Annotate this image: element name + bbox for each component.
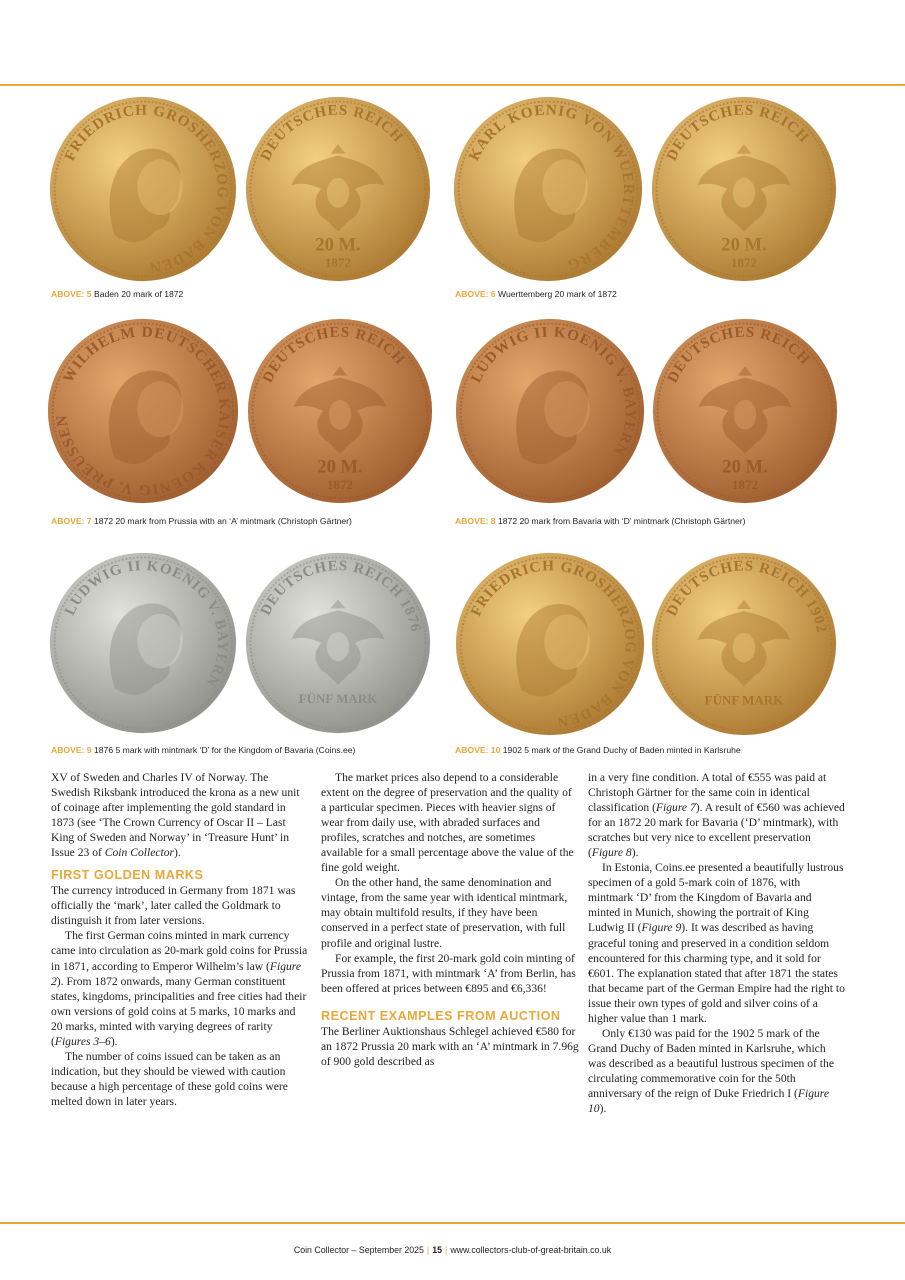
svg-text:DEUTSCHES REICH: DEUTSCHES REICH	[259, 324, 409, 386]
coin-reverse-fig5	[245, 96, 431, 282]
svg-text:20 M.: 20 M.	[722, 456, 768, 478]
coin-obverse-fig10	[455, 552, 645, 736]
coin-reverse-fig9	[245, 552, 431, 734]
coin-obverse-fig9	[49, 552, 237, 734]
svg-text:DEUTSCHES REICH: DEUTSCHES REICH	[663, 102, 813, 164]
paragraph: The first German coins minted in mark currency came into circulation as 20-mark gold coins for Prussia in 1871, according to Emperor Wilhelm’s law (Figure 2). From 1872 onwards, many German constituent states, kingdoms, principalities and free cities had their own versions of gold coins at 5 marks, 10 marks and 20 marks, minted with varying degrees of rarity (Figures 3–6).	[51, 929, 308, 1048]
paragraph: For example, the first 20-mark gold coin minting of Prussia from 1871, with mintmark ‘A’ from Berlin, has been offered at prices between €895 and €6,336!	[321, 951, 576, 995]
article-column-2	[321, 770, 579, 1069]
svg-text:20 M.: 20 M.	[721, 234, 767, 256]
paragraph: in a very fine condition. A total of €555 was paid at Christoph Gärtner for the same coin in identical classification (Figure 7). A result of €560 was achieved for an 1872 20 mark for Bavaria (‘D’ mintmark), with scratches but very nice to excellent preservation (Figure 8).	[588, 771, 845, 860]
svg-text:LUDWIG II KOENIG V. BAYERN: LUDWIG II KOENIG V. BAYERN	[468, 324, 639, 459]
caption-fig8: ABOVE: 8 1872 20 mark from Bavaria with ‘D’ mintmark (Christoph Gärtner)	[455, 516, 746, 526]
svg-text:20 M.: 20 M.	[317, 456, 363, 478]
svg-text:DEUTSCHES REICH: DEUTSCHES REICH	[257, 102, 407, 164]
svg-text:1872: 1872	[730, 255, 758, 271]
coin-reverse-fig10	[651, 552, 837, 736]
svg-text:FÜNF MARK: FÜNF MARK	[704, 692, 784, 708]
coin-obverse-fig6	[453, 96, 643, 282]
svg-text:1872: 1872	[324, 255, 352, 271]
coin-reverse-fig8	[652, 318, 838, 504]
website-link[interactable]: www.collectors-club-of-great-britain.co.uk	[450, 1245, 612, 1255]
coin-obverse-fig8	[455, 318, 645, 504]
svg-text:FRIEDRICH GROSHERZOG VON BADEN: FRIEDRICH GROSHERZOG VON BADEN	[468, 558, 639, 730]
caption-fig6: ABOVE: 6 Wuerttemberg 20 mark of 1872	[455, 289, 617, 299]
paragraph: The market prices also depend to a considerable extent on the degree of preservation and the quality of a particular specimen. Pieces with heavier signs of wear from daily use, with abraded surfaces and profiles, scratches and notches, are sometimes available for a small percentage above the value of the fine gold weight.	[321, 771, 574, 875]
svg-text:FRIEDRICH GROSHERZOG VON BADEN: FRIEDRICH GROSHERZOG VON BADEN	[62, 102, 231, 276]
coin-obverse-fig7	[47, 318, 239, 504]
caption-fig7: ABOVE: 7 1872 20 mark from Prussia with an ‘A’ mintmark (Christoph Gärtner)	[51, 516, 352, 526]
paragraph: In Estonia, Coins.ee presented a beautifully lustrous specimen of a gold 5-mark coin of 1876, with mintmark ‘D’ from the Kingdom of Bavaria and minted in Munich, showing the portrait of King Ludwig II (Figure 9). It was described as having graceful toning and preserved in a condition seldom encountered for this charming type, and it sold for €601. The explanation stated that after 1871 the states that became part of the German Empire had the right to issue their own types of gold and silver coins of a higher value than 1 mark.	[588, 861, 845, 1025]
svg-text:LUDWIG II KOENIG V. BAYERN: LUDWIG II KOENIG V. BAYERN	[61, 558, 231, 690]
page-number: 15	[432, 1245, 443, 1255]
bottom-rule	[0, 1222, 905, 1224]
paragraph: The Berliner Auktionshaus Schlegel achieved €580 for an 1872 Prussia 20 mark with an ‘A’ mintmark in 7.96g of 900 gold described as	[321, 1024, 579, 1068]
paragraph: The number of coins issued can be taken as an indication, but they should be viewed with caution because a high percentage of these gold coins were melted down in later years.	[51, 1049, 288, 1108]
coin-reverse-fig6	[651, 96, 837, 282]
article-column-3	[588, 770, 846, 1116]
svg-text:DEUTSCHES REICH: DEUTSCHES REICH	[664, 324, 814, 386]
paragraph: On the other hand, the same denomination and vintage, from the same year with identical mintmark, may obtain multifold results, if they have been conserved in a perfect state of preservation, with full profile and original lustre.	[321, 876, 568, 950]
svg-text:KARL KOENIG VON WUERTTEMBERG: KARL KOENIG VON WUERTTEMBERG	[466, 102, 637, 273]
magazine-title: Coin Collector – September 2025	[293, 1245, 424, 1255]
paragraph: The currency introduced in Germany from 1871 was officially the ‘mark’, later called the Goldmark to distinguish it from later versions.	[51, 884, 296, 928]
caption-fig10: ABOVE: 10 1902 5 mark of the Grand Duchy of Baden minted in Karlsruhe	[455, 745, 741, 755]
top-rule	[0, 84, 905, 86]
paragraph: XV of Sweden and Charles IV of Norway. The Swedish Riksbank introduced the krona as a new unit of coinage after implementing the gold standard in 1873 (see ‘The Crown Currency of Oscar II – Last King of Sweden and Norway’ in ‘Treasure Hunt’ in Issue 23 of Coin Collector).	[51, 771, 300, 860]
svg-text:DEUTSCHES REICH 1876: DEUTSCHES REICH 1876	[257, 558, 424, 634]
article-column-1	[51, 770, 309, 1109]
svg-text:WILHELM DEUTSCHER KAISER KOENI: WILHELM DEUTSCHER KAISER KOENIG V. PREUSSEN	[53, 324, 233, 498]
section-heading: FIRST GOLDEN MARKS	[51, 868, 204, 883]
coin-reverse-fig7	[247, 318, 433, 504]
paragraph: Only €130 was paid for the 1902 5 mark of the Grand Duchy of Baden minted in Karlsruhe, which was described as a beautiful lustrous specimen of the circulating commemorative coin for the 50th anniversary of the reign of Duke Friedrich I (Figure 10).	[588, 1026, 834, 1116]
page-footer: Coin Collector – September 2025 | 15 | www.collectors-club-of-great-britain.co.uk	[293, 1245, 612, 1255]
svg-text:1872: 1872	[326, 477, 354, 493]
caption-fig5: ABOVE: 5 Baden 20 mark of 1872	[51, 289, 184, 299]
coin-obverse-fig5	[49, 96, 237, 282]
svg-text:1872: 1872	[731, 477, 759, 493]
caption-fig9: ABOVE: 9 1876 5 mark with mintmark ‘D’ for the Kingdom of Bavaria (Coins.ee)	[51, 745, 356, 755]
svg-text:20 M.: 20 M.	[315, 234, 361, 256]
svg-text:FÜNF MARK: FÜNF MARK	[298, 692, 378, 707]
svg-text:DEUTSCHES REICH 1902: DEUTSCHES REICH 1902	[663, 558, 830, 635]
section-heading: RECENT EXAMPLES FROM AUCTION	[321, 1008, 561, 1023]
